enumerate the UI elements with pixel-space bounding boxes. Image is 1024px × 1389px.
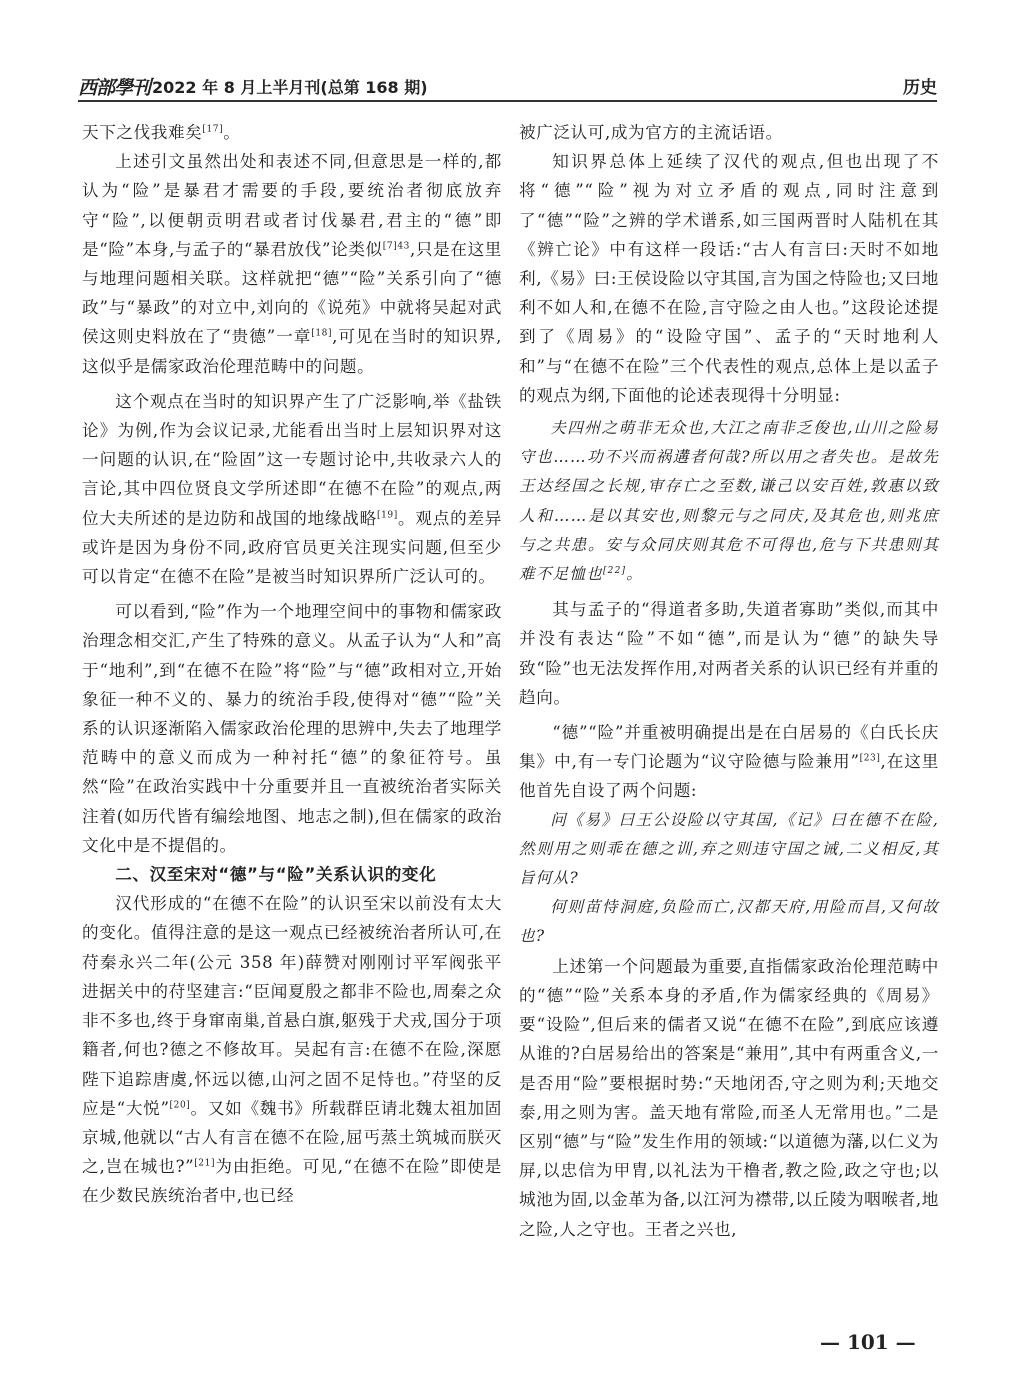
citation: [17] bbox=[202, 124, 224, 135]
citation: [22] bbox=[602, 565, 627, 576]
paragraph: 汉代形成的“在德不在险”的认识至宋以前没有太大的变化。值得注意的是这一观点已经被统治者所认可,在苻秦永兴二年(公元 358 年)薛赞对刚刚讨平军阀张平进据关中的苻坚建言:“臣闻夏殷之都非不险也,周秦之众非不多也,终于身窜南巢,首悬白旗,躯残于犬戎,国分于项籍者,何也?德之不修故耳。吴起有言:在德不在险,深愿陛下追踪唐虞,怀远以德,山河之固不足恃也。”苻坚的反应是“大悦”[20]。又如《魏书》所载群臣请北魏太祖加固京城,他就以“古人有言在德不在险,屈丐蒸土筑城而朕灭之,岂在城也?”[21]为由拒绝。可见,“在德不在险”即使是在少数民族统治者中,也已经 bbox=[82, 894, 502, 1206]
citation: [19] bbox=[377, 510, 398, 521]
block-quote: 夫四州之萌非无众也,大江之南非乏俊也,山川之险易守也……功不兴而祸遘者何哉?所以用之者失也。是故先王达经国之长规,审存亡之至数,谦己以安百姓,敦惠以致人和……是以其安也,则黎元与之同庆,及其危也,则兆庶与之共患。安与众同庆则其危不可得也,危与下共患则其难不足恤也[22]。 bbox=[519, 419, 939, 584]
citation: [21] bbox=[194, 1158, 216, 1169]
running-header bbox=[78, 70, 937, 102]
left-column bbox=[82, 118, 502, 1211]
paragraph: 上述引文虽然出处和表述不同,但意思是一样的,都认为“险”是暴君才需要的手段,要统治者彻底放弃守“险”,以便朝贡明君或者讨伐暴君,君主的“德”即是“险”本身,与孟子的“暴君放伐”论类似$^{[7]43}$,只是在这里与地理问题相关联。这样就把“德”“险”关系引向了“德政”与“暴政”的对立中,刘向的《说苑》中就将吴起对武侯这则史料放在了“贵德”一章[18],可见在当时的知识界,这似乎是儒家政治伦理范畴中的问题。 bbox=[82, 152, 502, 376]
section-name: 历史 bbox=[903, 78, 937, 98]
paragraph: 上述第一个问题最为重要,直指儒家政治伦理范畴中的“德”“险”关系本身的矛盾,作为儒家经典的《周易》要“设险”,但后来的儒者又说“在德不在险”,到底应该遵从谁的?白居易给出的答案是“兼用”,其中有两重含义,一是否用“险”要根据时势:“天地闭否,守之则为利;天地交泰,用之则为害。盖天地有常险,而圣人无常用也。”二是区别“德”与“险”发生作用的领域:“以道德为藩,以仁义为屏,以忠信为甲胄,以礼法为干橹者,教之险,政之守也;以城池为固,以金革为备,以江河为襟带,以丘陵为咽喉者,地之险,人之守也。王者之兴也, bbox=[519, 956, 939, 1239]
citation: [23] bbox=[859, 753, 881, 764]
paragraph: 被广泛认可,成为官方的主流话语。 bbox=[519, 123, 783, 142]
journal-logo: 西部學刊 bbox=[78, 77, 151, 99]
paragraph: 天下之伐我难矣[17]。 bbox=[82, 123, 241, 142]
section-heading: 二、汉至宋对“德”与“险”关系认识的变化 bbox=[115, 865, 437, 885]
paragraph: “德”“险”并重被明确提出是在白居易的《白氏长庆集》中,有一专门论题为“议守险德与险兼用”[23],在这里他首先自设了两个问题: bbox=[519, 723, 939, 801]
paragraph: 其与孟子的“得道者多助,失道者寡助”类似,而其中并没有表达“险”不如“德”,而是认为“德”的缺失导致“险”也无法发挥作用,对两者关系的认识已经有并重的趋向。 bbox=[519, 600, 939, 707]
paragraph: 这个观点在当时的知识界产生了广泛影响,举《盐铁论》为例,作为会议记录,尤能看出当时上层知识界对这一问题的认识,在“险固”这一专题讨论中,共收录六人的言论,其中四位贤良文学所述即“在德不在险”的观点,两位大夫所述的是边防和战国的地缘战略[19]。观点的差异或许是因为身份不同,政府官员更关注现实问题,但至少可以肯定“在德不在险”是被当时知识界所广泛认可的。 bbox=[82, 391, 502, 587]
paragraph: 可以看到,“险”作为一个地理空间中的事物和儒家政治理念相交汇,产生了特殊的意义。从孟子认为“人和”高于“地利”,到“在德不在险”将“险”与“德”政相对立,开始象征一种不义的、暴力的统治手段,使得对“德”“险”关系的认识逐渐陷入儒家政治伦理的思辨中,失去了地理学范畴中的意义而成为一种衬托“德”的象征符号。虽然“险”在政治实践中十分重要并且一直被统治者实际关注着(如历代皆有编绘地图、地志之制),但在儒家的政治文化中是不提倡的。 bbox=[82, 602, 502, 855]
citation: [20] bbox=[169, 1100, 191, 1111]
block-quote: 何则苗恃洞庭,负险而亡,汉都天府,用险而昌,又何故也? bbox=[519, 898, 939, 946]
issue-info: 2022 年 8 月上半月刊(总第 168 期) bbox=[152, 78, 428, 97]
right-column bbox=[519, 118, 939, 1244]
paragraph: 知识界总体上延续了汉代的观点,但也出现了不将“德”“险”视为对立矛盾的观点,同时注意到了“德”“险”之辨的学术谱系,如三国两晋时人陆机在其《辨亡论》中有这样一段话:“古人有言曰:天时不如地利,《易》曰:王侯设险以守其国,言为国之恃险也;又曰地利不如人和,在德不在险,言守险之由人也。”这段论述提到了《周易》的“设险守国”、孟子的“天时地利人和”与“在德不在险”三个代表性的观点,总体上是以孟子的观点为纲,下面他的论述表现得十分明显: bbox=[519, 152, 939, 405]
page-number: — 101 — bbox=[820, 1330, 916, 1354]
citation: [18] bbox=[311, 328, 333, 339]
citation: [7]43 bbox=[382, 241, 410, 252]
block-quote: 问《易》曰王公设险以守其国,《记》曰在德不在险,然则用之则乖在德之训,弃之则违守国之诫,二义相反,其旨何从? bbox=[519, 810, 939, 888]
